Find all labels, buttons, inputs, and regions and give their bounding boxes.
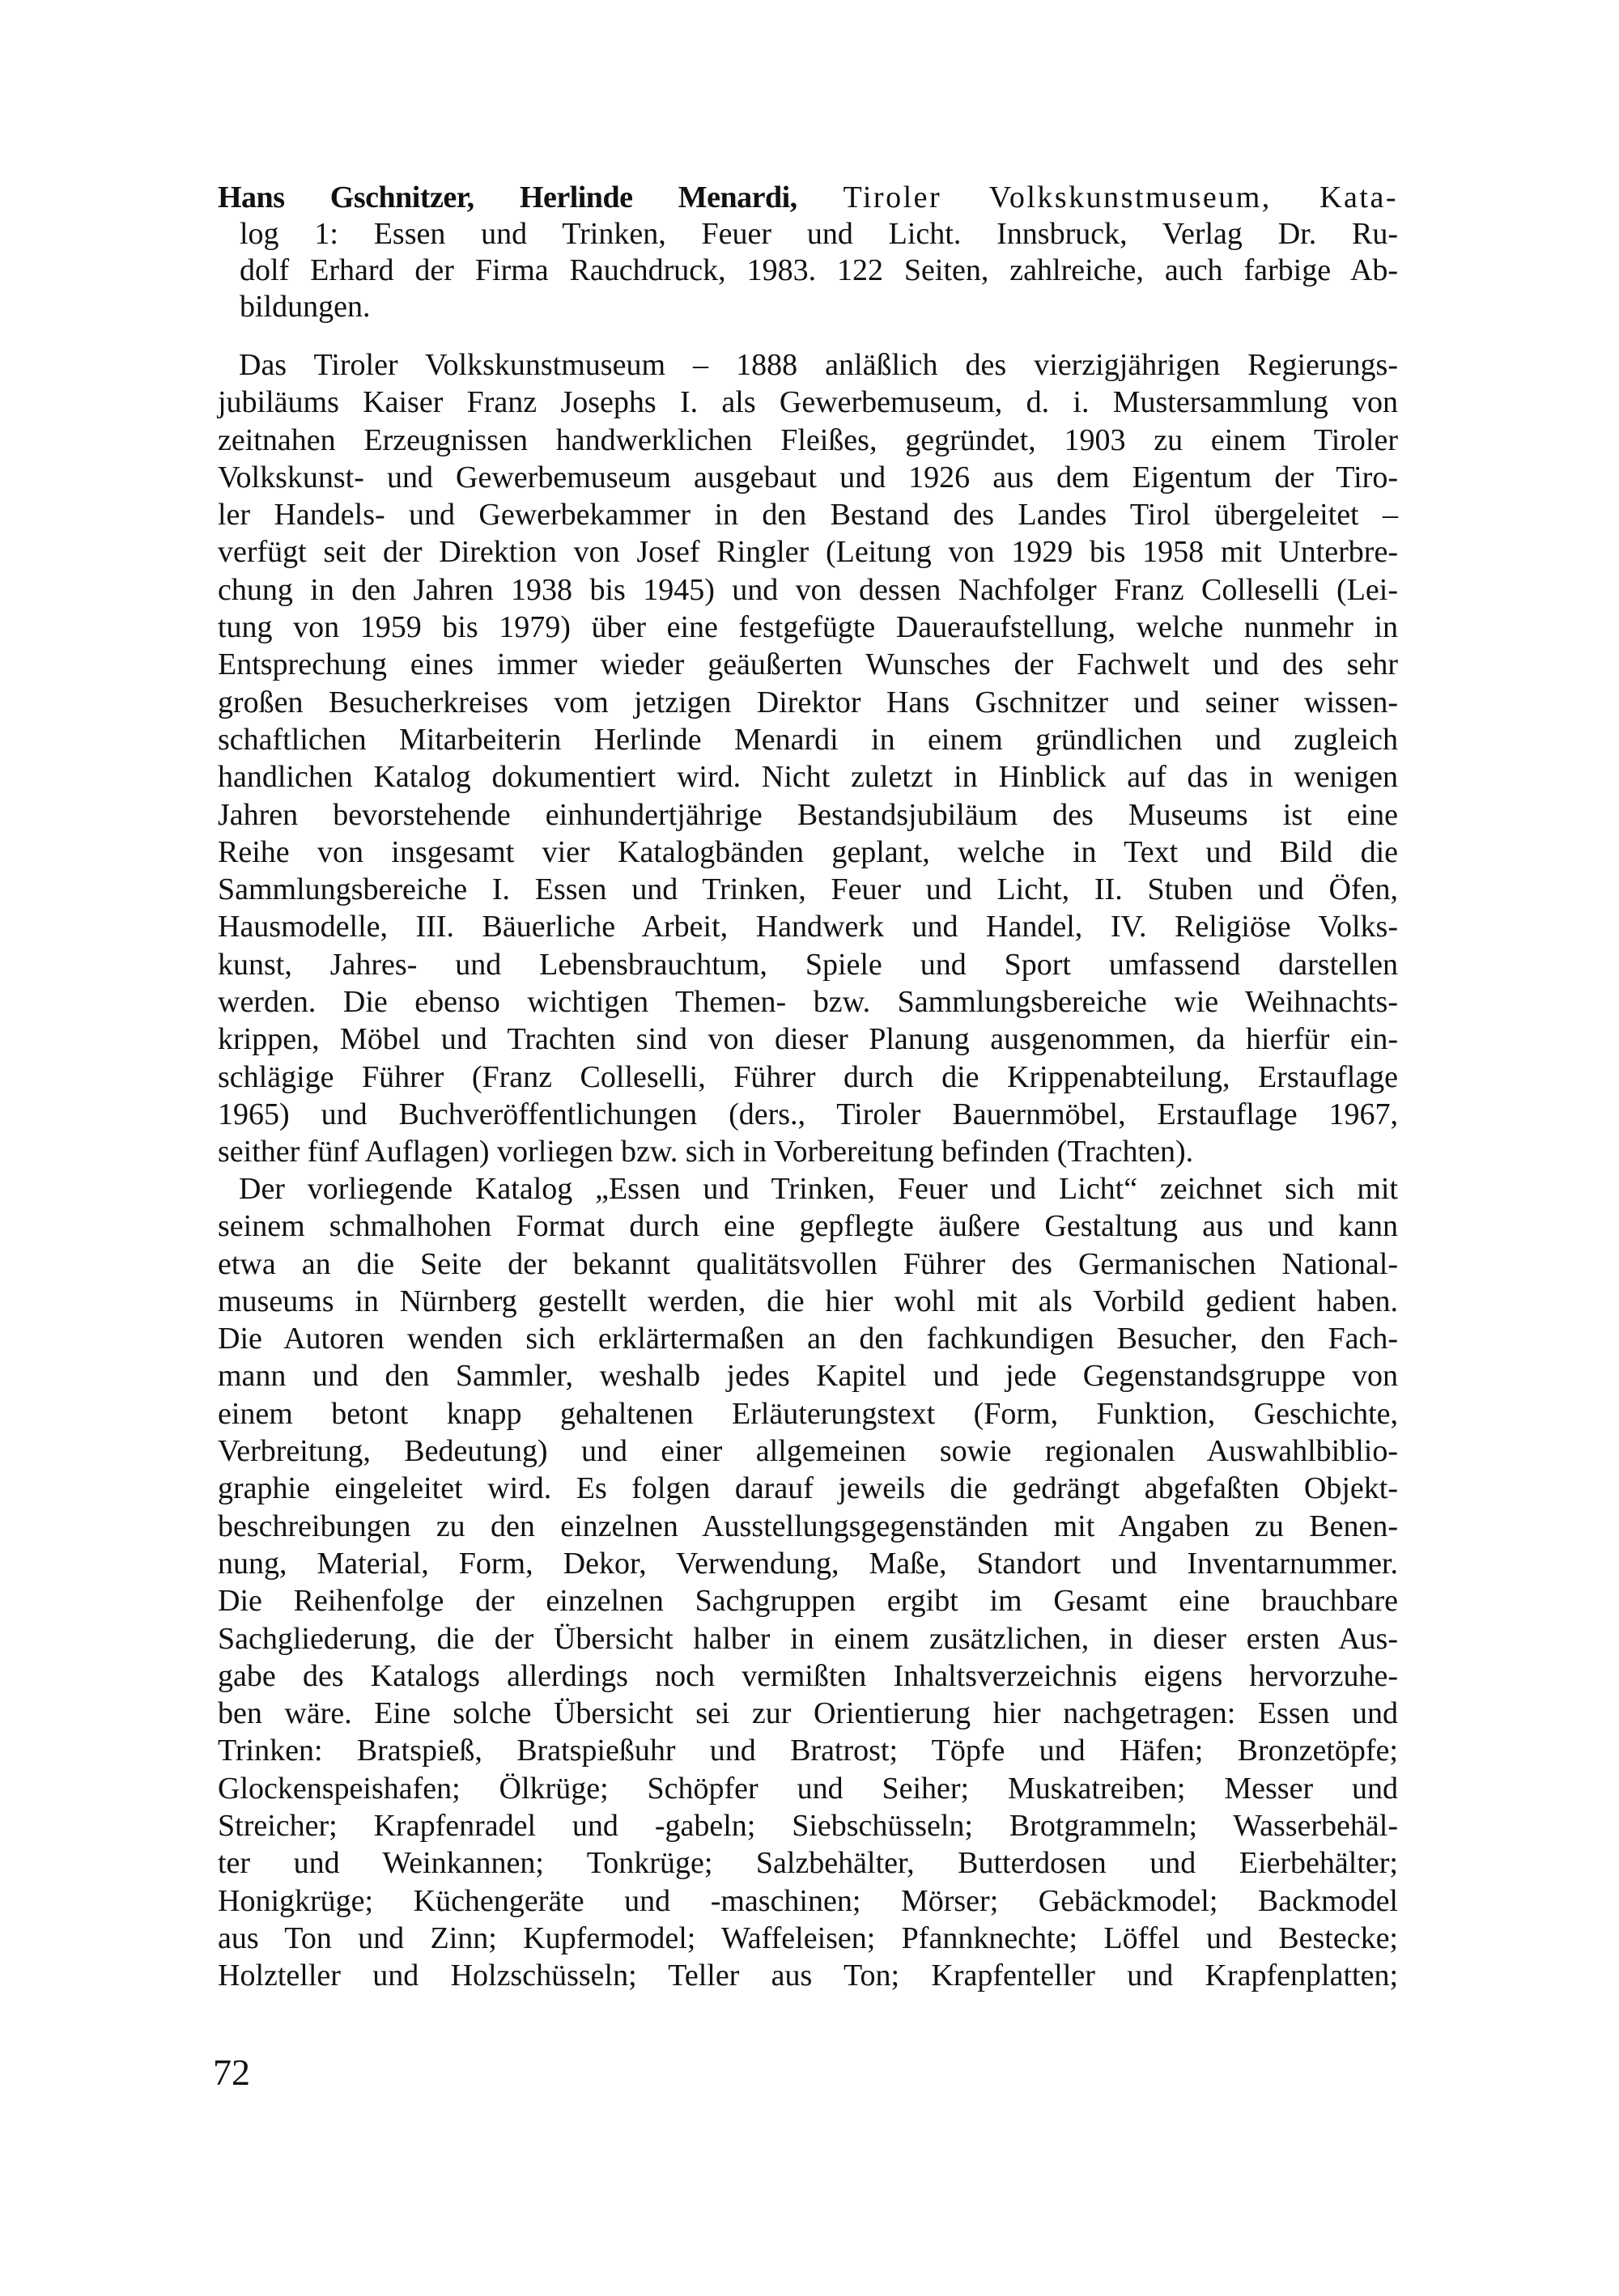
header-line: log 1: Essen und Trinken, Feuer und Licht. Innsbruck, Verlag Dr. Ru- <box>240 217 1398 251</box>
text-line: seinem schmalhohen Format durch eine gepflegte äußere Gestaltung aus und kann <box>218 1209 1398 1244</box>
text-line: Hausmodelle, III. Bäuerliche Arbeit, Handwerk und Handel, IV. Religiöse Volks- <box>218 910 1398 944</box>
text-line: beschreibungen zu den einzelnen Ausstellungsgegenständen mit Angaben zu Benen- <box>218 1509 1398 1543</box>
text-line: Die Reihenfolge der einzelnen Sachgruppen ergibt im Gesamt eine brauchbare <box>218 1584 1398 1619</box>
text-line: Sachgliederung, die der Übersicht halber in einem zusätzlichen, in dieser ersten Aus- <box>218 1621 1398 1656</box>
header-line-1 <box>218 180 1398 216</box>
text-line: schaftlichen Mitarbeiterin Herlinde Menardi in einem gründlichen und zugleich <box>218 722 1398 757</box>
text-line: graphie eingeleitet wird. Es folgen darauf jeweils die gedrängt abgefaßten Objekt- <box>218 1471 1398 1506</box>
text-line: verfügt seit der Direktion von Josef Ringler (Leitung von 1929 bis 1958 mit Unterbre- <box>218 535 1398 570</box>
page-number: 72 <box>213 2052 250 2093</box>
text-line: mann und den Sammler, weshalb jedes Kapitel und jede Gegenstandsgruppe von <box>218 1359 1398 1394</box>
text-line: Die Autoren wenden sich erklärtermaßen an den fachkundigen Besucher, den Fach- <box>218 1322 1398 1356</box>
header-line: bildungen. <box>240 290 371 324</box>
text-line: großen Besucherkreises vom jetzigen Direktor Hans Gschnitzer und seiner wissen- <box>218 685 1398 719</box>
text-line: Verbreitung, Bedeutung) und einer allgemeinen sowie regionalen Auswahlbiblio- <box>218 1434 1398 1469</box>
text-line: ter und Weinkannen; Tonkrüge; Salzbehälter, Butterdosen und Eierbehälter; <box>218 1846 1398 1881</box>
text-line: ben wäre. Eine solche Übersicht sei zur Orientierung hier nachgetragen: Essen und <box>218 1696 1398 1731</box>
text-line: Jahren bevorstehende einhundertjährige Bestandsjubiläum des Museums ist eine <box>218 797 1398 832</box>
text-line: Sammlungsbereiche I. Essen und Trinken, Feuer und Licht, II. Stuben und Öfen, <box>218 872 1398 907</box>
text-line: Reihe von insgesamt vier Katalogbänden geplant, welche in Text und Bild die <box>218 834 1398 869</box>
text-line: Der vorliegende Katalog „Essen und Trinken, Feuer und Licht“ zeichnet sich mit <box>239 1172 1398 1206</box>
text-line: chung in den Jahren 1938 bis 1945) und von dessen Nachfolger Franz Colleselli (Lei- <box>218 572 1398 607</box>
header-line: dolf Erhard der Firma Rauchdruck, 1983. 122 Seiten, zahlreiche, auch farbige Ab- <box>240 253 1398 287</box>
text-line: Honigkrüge; Küchengeräte und -maschinen; Mörser; Gebäckmodel; Backmodel <box>218 1883 1398 1918</box>
text-line: etwa an die Seite der bekannt qualitätsvollen Führer des Germanischen National- <box>218 1246 1398 1281</box>
text-line: aus Ton und Zinn; Kupfermodel; Waffeleisen; Pfannknechte; Löffel und Bestecke; <box>218 1920 1398 1955</box>
text-line: schlägige Führer (Franz Colleselli, Führer durch die Krippenabteilung, Erstauflage <box>218 1059 1398 1094</box>
text-line: Holzteller und Holzschüsseln; Teller aus Ton; Krapfenteller und Krapfenplatten; <box>218 1959 1398 1993</box>
text-line: Glockenspeishafen; Ölkrüge; Schöpfer und Seiher; Muskatreiben; Messer und <box>218 1771 1398 1806</box>
review-authors: Hans Gschnitzer, Herlinde Menardi, <box>218 180 797 214</box>
text-line: Volkskunst- und Gewerbemuseum ausgebaut und 1926 aus dem Eigentum der Tiro- <box>218 460 1398 494</box>
text-line: museums in Nürnberg gestellt werden, die hier wohl mit als Vorbild gedient haben. <box>218 1284 1398 1318</box>
text-line: Trinken: Bratspieß, Bratspießuhr und Bratrost; Töpfe und Häfen; Bronzetöpfe; <box>218 1734 1398 1768</box>
review-header <box>218 180 1398 325</box>
text-line: Streicher; Krapfenradel und -gabeln; Siebschüsseln; Brotgrammeln; Wasserbehäl- <box>218 1809 1398 1844</box>
text-line: tung von 1959 bis 1979) über eine festgefügte Daueraufstellung, welche nunmehr in <box>218 610 1398 645</box>
text-line: handlichen Katalog dokumentiert wird. Nicht zuletzt in Hinblick auf das in wenigen <box>218 760 1398 795</box>
paragraph-3 <box>218 1170 1398 1995</box>
text-line: ler Handels- und Gewerbekammer in den Bestand des Landes Tirol übergeleitet – <box>218 498 1398 533</box>
text-line: Entsprechung eines immer wieder geäußerten Wunsches der Fachwelt und des sehr <box>218 647 1398 682</box>
text-line: zeitnahen Erzeugnissen handwerklichen Fleißes, gegründet, 1903 zu einem Tiroler <box>218 422 1398 457</box>
paragraph-2 <box>218 346 1398 1171</box>
text-line: Das Tiroler Volkskunstmuseum – 1888 anläßlich des vierzigjährigen Regierungs- <box>239 348 1398 382</box>
text-line: werden. Die ebenso wichtigen Themen- bzw. Sammlungsbereiche wie Weihnachts- <box>218 985 1398 1020</box>
text-line: kunst, Jahres- und Lebensbrauchtum, Spiele und Sport umfassend darstellen <box>218 947 1398 982</box>
text-line: krippen, Möbel und Trachten sind von dieser Planung ausgenommen, da hierfür ein- <box>218 1022 1398 1057</box>
text-line: jubiläums Kaiser Franz Josephs I. als Gewerbemuseum, d. i. Mustersammlung von <box>218 385 1398 420</box>
text-line: 1965) und Buchveröffentlichungen (ders., Tiroler Bauernmöbel, Erstauflage 1967, <box>218 1097 1398 1131</box>
text-line: nung, Material, Form, Dekor, Verwendung, Maße, Standort und Inventarnummer. <box>218 1546 1398 1581</box>
catalog-title: Tiroler Volkskunstmuseum, Kata- <box>843 180 1398 214</box>
text-line: seither fünf Auflagen) vorliegen bzw. sich in Vorbereitung befinden (Trachten). <box>218 1135 1194 1169</box>
text-line: einem betont knapp gehaltenen Erläuterungstext (Form, Funktion, Geschichte, <box>218 1396 1398 1431</box>
text-line: gabe des Katalogs allerdings noch vermißten Inhaltsverzeichnis eigens hervorzuhe- <box>218 1658 1398 1693</box>
